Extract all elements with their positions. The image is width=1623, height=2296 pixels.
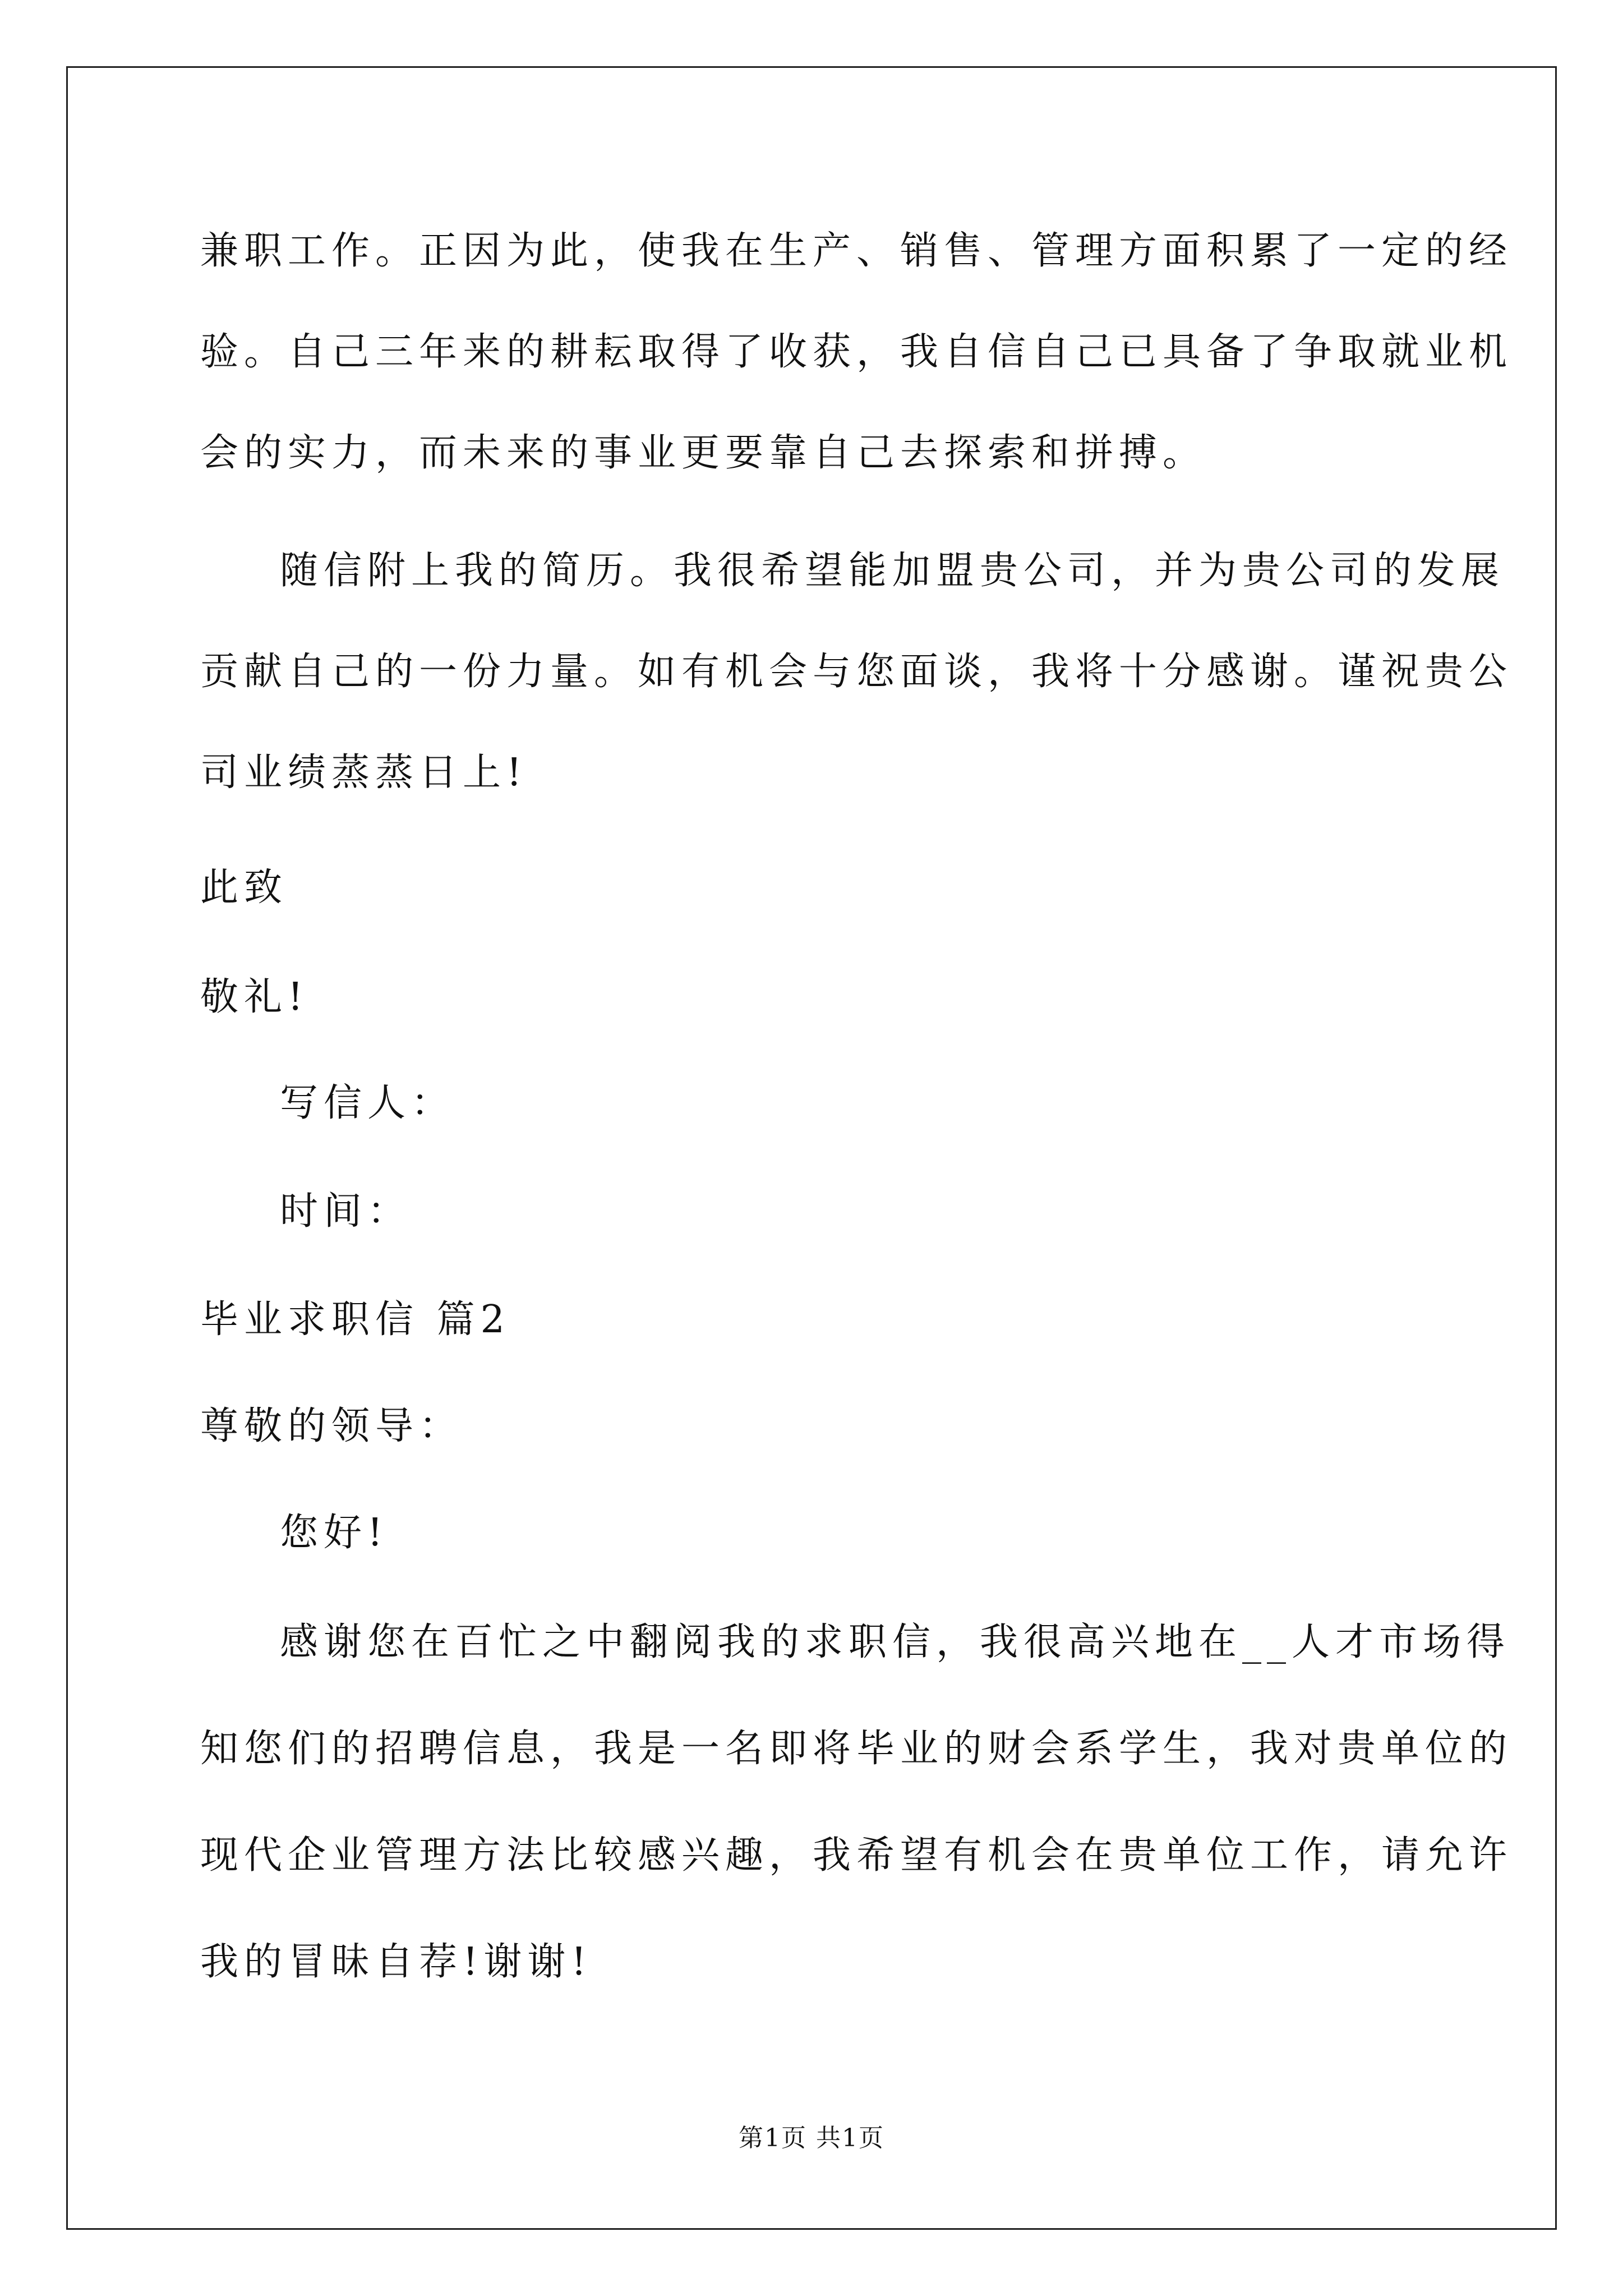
- paragraph-line-5: 贡献自己的一份力量。如有机会与您面谈，我将十分感谢。谨祝贵公: [200, 650, 1513, 694]
- hello-line: 您好!: [280, 1511, 389, 1555]
- greeting-line: 尊敬的领导：: [200, 1404, 463, 1448]
- closing-salutation: 此致: [200, 866, 288, 910]
- paragraph-line-1: 兼职工作。正因为此，使我在生产、销售、管理方面积累了一定的经: [200, 229, 1513, 273]
- date-label: 时间：: [280, 1189, 412, 1234]
- page-border: [66, 66, 1557, 2230]
- closing-regards: 敬礼!: [200, 975, 309, 1019]
- paragraph-line-15: 知您们的招聘信息，我是一名即将毕业的财会系学生，我对贵单位的: [200, 1727, 1513, 1771]
- paragraph-line-4: 随信附上我的简历。我很希望能加盟贵公司，并为贵公司的发展: [280, 549, 1505, 593]
- paragraph-line-14: 感谢您在百忙之中翻阅我的求职信，我很高兴地在__人才市场得: [280, 1620, 1511, 1664]
- paragraph-line-16: 现代企业管理方法比较感兴趣，我希望有机会在贵单位工作，请允许: [200, 1833, 1513, 1878]
- paragraph-line-3: 会的实力，而未来的事业更要靠自己去探索和拼搏。: [200, 431, 1207, 475]
- paragraph-line-2: 验。自己三年来的耕耘取得了收获，我自信自己已具备了争取就业机: [200, 330, 1513, 374]
- paragraph-line-6: 司业绩蒸蒸日上!: [200, 751, 528, 795]
- page-number-footer: 第1页 共1页: [739, 2124, 884, 2152]
- writer-label: 写信人：: [280, 1081, 455, 1125]
- section-heading: 毕业求职信 篇2: [200, 1297, 510, 1342]
- paragraph-line-17: 我的冒昧自荐!谢谢!: [200, 1940, 592, 1984]
